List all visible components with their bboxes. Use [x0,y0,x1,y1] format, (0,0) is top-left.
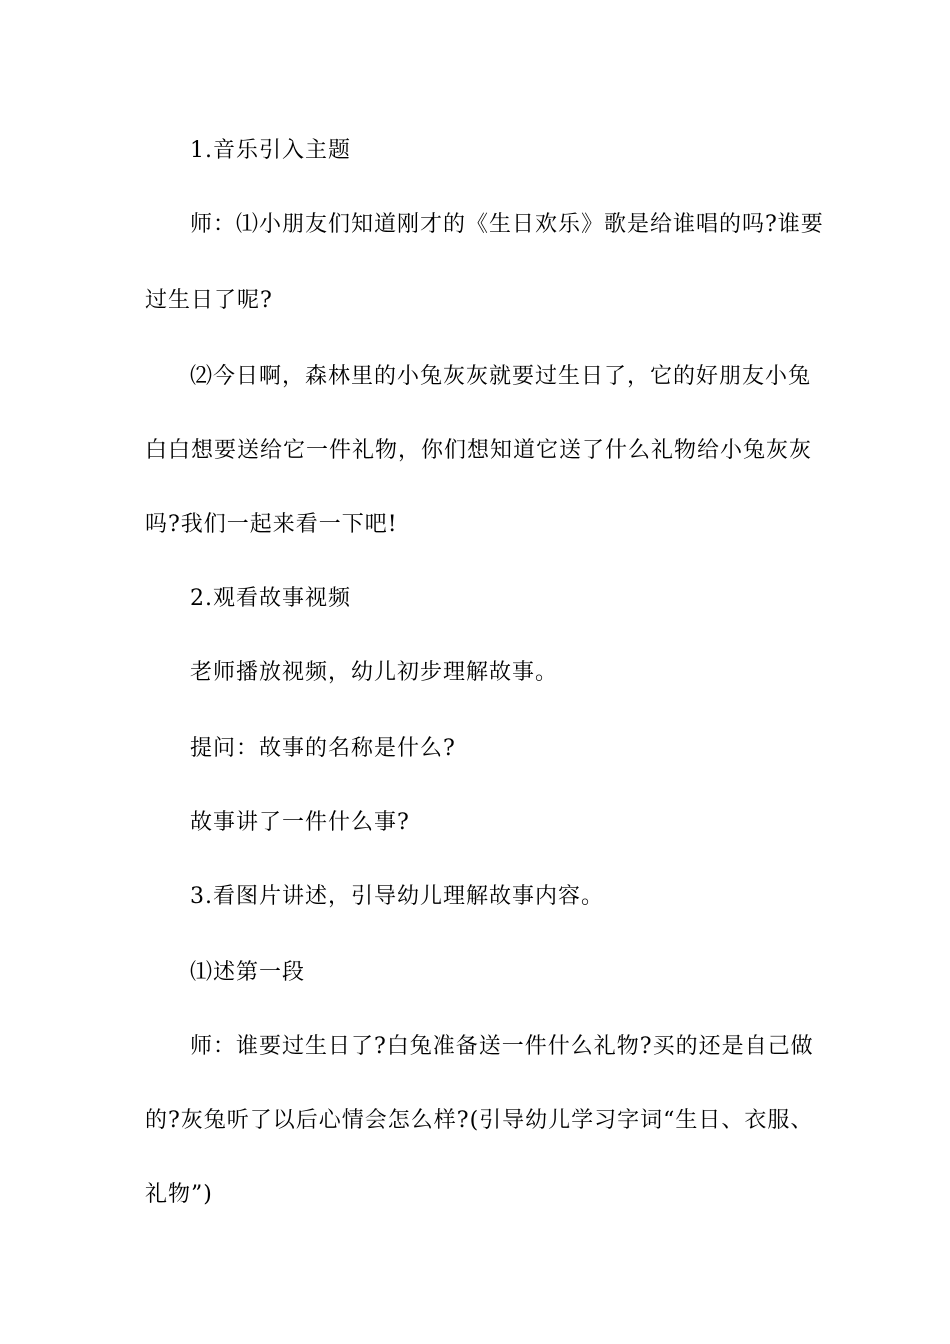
paragraph-line: ⑵今日啊，森林里的小兔灰灰就要过生日了，它的好朋友小兔 [190,364,812,389]
paragraph-line: 提问：故事的名称是什么? [190,736,456,761]
paragraph-line: 师：⑴小朋友们知道刚才的《生日欢乐》歌是给谁唱的吗?谁要 [190,212,824,237]
paragraph-line: 礼物”) [145,1182,213,1207]
section-heading-2: 2.观看故事视频 [190,586,351,611]
paragraph-line: 老师播放视频，幼儿初步理解故事。 [190,660,559,685]
paragraph-line: ⑴述第一段 [190,960,306,985]
paragraph-line: 白白想要送给它一件礼物，你们想知道它送了什么礼物给小兔灰灰 [145,438,813,463]
paragraph-line: 过生日了呢? [145,288,273,313]
section-heading-3: 3.看图片讲述，引导幼儿理解故事内容。 [190,884,604,909]
section-heading-1: 1.音乐引入主题 [190,138,351,163]
paragraph-line: 故事讲了一件什么事? [190,810,410,835]
paragraph-line: 的?灰兔听了以后心情会怎么样?(引导幼儿学习字词“生日、衣服、 [145,1108,814,1133]
paragraph-line: 吗?我们一起来看一下吧! [145,512,398,537]
paragraph-line: 师：谁要过生日了?白兔准备送一件什么礼物?买的还是自己做 [190,1034,814,1059]
